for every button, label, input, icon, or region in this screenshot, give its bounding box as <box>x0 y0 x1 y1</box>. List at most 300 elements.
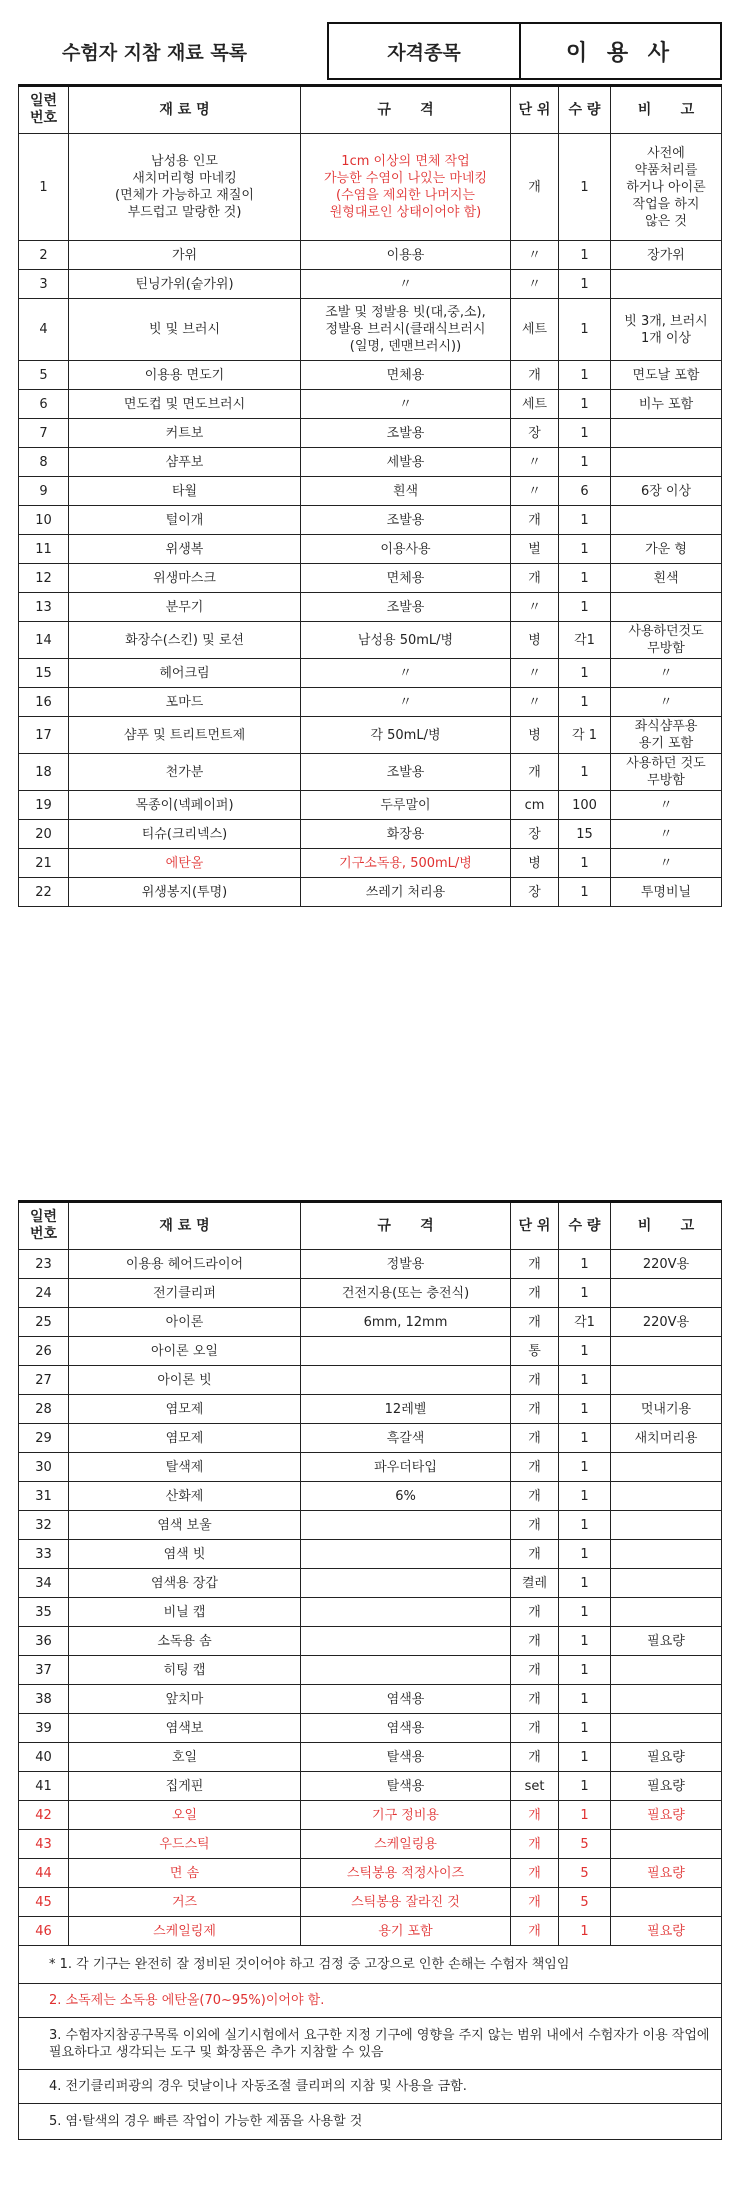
note-text: 4. 전기클리퍼광의 경우 덧날이나 자동조절 클리퍼의 지참 및 사용을 금함. <box>19 2070 722 2104</box>
cell-unit: 장 <box>511 878 559 907</box>
note-row <box>19 2104 722 2140</box>
cell-no: 24 <box>19 1279 69 1308</box>
cell-qty: 1 <box>559 270 611 299</box>
cell-no: 41 <box>19 1772 69 1801</box>
cell-no: 45 <box>19 1888 69 1917</box>
table-row <box>19 1337 722 1366</box>
cell-note <box>611 1656 722 1685</box>
table-row <box>19 1569 722 1598</box>
cell-name: 염색보 <box>69 1714 301 1743</box>
cell-no: 29 <box>19 1424 69 1453</box>
cell-qty: 1 <box>559 361 611 390</box>
table-row <box>19 593 722 622</box>
cell-no: 21 <box>19 849 69 878</box>
cell-no: 43 <box>19 1830 69 1859</box>
cell-note: 6장 이상 <box>611 477 722 506</box>
cell-qty: 1 <box>559 448 611 477</box>
cell-no: 39 <box>19 1714 69 1743</box>
cell-unit: 〃 <box>511 477 559 506</box>
cell-note: 〃 <box>611 659 722 688</box>
cell-note: 220V용 <box>611 1250 722 1279</box>
table-row <box>19 1627 722 1656</box>
materials-table-1 <box>18 84 722 907</box>
cell-no: 35 <box>19 1598 69 1627</box>
cell-name: 티슈(크리넥스) <box>69 820 301 849</box>
cell-name: 오일 <box>69 1801 301 1830</box>
cell-qty: 1 <box>559 506 611 535</box>
cell-unit: 개 <box>511 1308 559 1337</box>
cell-no: 34 <box>19 1569 69 1598</box>
cell-name: 이용용 헤어드라이어 <box>69 1250 301 1279</box>
table-row <box>19 390 722 419</box>
table-row <box>19 1801 722 1830</box>
table-row <box>19 1366 722 1395</box>
cell-qty: 1 <box>559 1395 611 1424</box>
cell-qty: 1 <box>559 299 611 361</box>
cell-name: 이용용 면도기 <box>69 361 301 390</box>
cell-name: 집게핀 <box>69 1772 301 1801</box>
cell-spec: 이용사용 <box>301 535 511 564</box>
cell-qty: 각1 <box>559 1308 611 1337</box>
cell-name: 빗 및 브러시 <box>69 299 301 361</box>
cell-spec: 6mm, 12mm <box>301 1308 511 1337</box>
cell-spec: 탈색용 <box>301 1743 511 1772</box>
cell-spec: 조발용 <box>301 593 511 622</box>
cell-unit: 개 <box>511 361 559 390</box>
cell-no: 17 <box>19 717 69 754</box>
cell-unit: 개 <box>511 754 559 791</box>
table-row <box>19 1395 722 1424</box>
cell-name: 전기클리퍼 <box>69 1279 301 1308</box>
cell-spec: 조발 및 정발용 빗(대,중,소), 정발용 브러시(클래식브러시 (일명, 덴맨브러시)) <box>301 299 511 361</box>
cell-unit: 통 <box>511 1337 559 1366</box>
cell-name: 염모제 <box>69 1395 301 1424</box>
cell-spec <box>301 1337 511 1366</box>
table-row <box>19 717 722 754</box>
cell-spec: 스케일링용 <box>301 1830 511 1859</box>
cell-spec <box>301 1540 511 1569</box>
cell-note <box>611 1279 722 1308</box>
cell-note <box>611 593 722 622</box>
cell-note: 필요량 <box>611 1627 722 1656</box>
cell-no: 31 <box>19 1482 69 1511</box>
cell-spec: 〃 <box>301 659 511 688</box>
cell-spec: 염색용 <box>301 1685 511 1714</box>
cell-qty: 1 <box>559 1801 611 1830</box>
cell-qty: 1 <box>559 1366 611 1395</box>
col-name: 재 료 명 <box>69 1202 301 1250</box>
cell-note <box>611 1685 722 1714</box>
cell-spec <box>301 1569 511 1598</box>
table-row <box>19 754 722 791</box>
cell-note <box>611 1830 722 1859</box>
cell-spec <box>301 1511 511 1540</box>
cell-spec: 각 50mL/병 <box>301 717 511 754</box>
cell-qty: 1 <box>559 1337 611 1366</box>
cell-qty: 1 <box>559 1714 611 1743</box>
cell-spec <box>301 1598 511 1627</box>
table-row <box>19 1308 722 1337</box>
cell-qty: 5 <box>559 1830 611 1859</box>
cell-qty: 1 <box>559 688 611 717</box>
cell-name: 아이론 오일 <box>69 1337 301 1366</box>
cell-spec: 흑갈색 <box>301 1424 511 1453</box>
cell-qty: 1 <box>559 593 611 622</box>
table-row <box>19 1830 722 1859</box>
table-row <box>19 419 722 448</box>
cell-spec <box>301 1656 511 1685</box>
table-row <box>19 448 722 477</box>
table-row <box>19 1772 722 1801</box>
cell-no: 10 <box>19 506 69 535</box>
cell-qty: 1 <box>559 659 611 688</box>
cell-unit: 개 <box>511 1482 559 1511</box>
cell-note: 사전에 약품처리를 하거나 아이론 작업을 하지 않은 것 <box>611 134 722 241</box>
cell-note <box>611 1569 722 1598</box>
cell-note: 투명비닐 <box>611 878 722 907</box>
col-unit: 단 위 <box>511 86 559 134</box>
cell-note: 필요량 <box>611 1743 722 1772</box>
cell-name: 염모제 <box>69 1424 301 1453</box>
table-row <box>19 791 722 820</box>
cell-note: 〃 <box>611 688 722 717</box>
cell-no: 40 <box>19 1743 69 1772</box>
note-row <box>19 2018 722 2070</box>
cell-name: 타월 <box>69 477 301 506</box>
cell-unit: 개 <box>511 134 559 241</box>
table-row <box>19 241 722 270</box>
cell-note <box>611 1511 722 1540</box>
cell-name: 거즈 <box>69 1888 301 1917</box>
cell-name: 비닐 캡 <box>69 1598 301 1627</box>
note-text: 5. 염·탈색의 경우 빠른 작업이 가능한 제품을 사용할 것 <box>19 2104 722 2140</box>
table-row <box>19 1917 722 1946</box>
cell-name: 샴푸보 <box>69 448 301 477</box>
cell-unit: 장 <box>511 419 559 448</box>
cell-no: 5 <box>19 361 69 390</box>
cell-note: 새치머리용 <box>611 1424 722 1453</box>
cell-unit: 개 <box>511 1627 559 1656</box>
col-qty: 수 량 <box>559 86 611 134</box>
cell-no: 26 <box>19 1337 69 1366</box>
cell-qty: 1 <box>559 1598 611 1627</box>
cell-note: 필요량 <box>611 1859 722 1888</box>
table-row <box>19 1511 722 1540</box>
col-note: 비 고 <box>611 1202 722 1250</box>
cell-unit: set <box>511 1772 559 1801</box>
cell-spec: 면체용 <box>301 361 511 390</box>
cell-name: 위생마스크 <box>69 564 301 593</box>
cell-no: 42 <box>19 1801 69 1830</box>
cell-unit: 개 <box>511 1250 559 1279</box>
table-row <box>19 688 722 717</box>
table-row <box>19 849 722 878</box>
cell-name: 커트보 <box>69 419 301 448</box>
cell-note: 흰색 <box>611 564 722 593</box>
note-row <box>19 2070 722 2104</box>
cell-spec: 세발용 <box>301 448 511 477</box>
cell-qty: 1 <box>559 1656 611 1685</box>
materials-table-2 <box>18 1200 722 2140</box>
document-title: 수험자 지참 재료 목록 <box>62 41 248 64</box>
cell-qty: 1 <box>559 1743 611 1772</box>
cell-qty: 15 <box>559 820 611 849</box>
cell-no: 25 <box>19 1308 69 1337</box>
cell-note: 필요량 <box>611 1917 722 1946</box>
cell-qty: 5 <box>559 1859 611 1888</box>
cell-note: 〃 <box>611 849 722 878</box>
cell-qty: 6 <box>559 477 611 506</box>
cell-spec: 흰색 <box>301 477 511 506</box>
cell-unit: 병 <box>511 717 559 754</box>
cell-unit: 개 <box>511 1743 559 1772</box>
cell-no: 27 <box>19 1366 69 1395</box>
table-row <box>19 1540 722 1569</box>
cell-no: 1 <box>19 134 69 241</box>
cell-qty: 각1 <box>559 622 611 659</box>
cell-unit: 개 <box>511 1917 559 1946</box>
cell-unit: 개 <box>511 1540 559 1569</box>
cell-spec <box>301 1627 511 1656</box>
note-row <box>19 1984 722 2018</box>
cell-unit: 켤레 <box>511 1569 559 1598</box>
cell-name: 털이개 <box>69 506 301 535</box>
cell-note <box>611 448 722 477</box>
cell-name: 히팅 캡 <box>69 1656 301 1685</box>
cell-unit: 개 <box>511 1859 559 1888</box>
cell-no: 36 <box>19 1627 69 1656</box>
table-row <box>19 477 722 506</box>
cell-note: 가운 형 <box>611 535 722 564</box>
cell-note <box>611 1337 722 1366</box>
cell-spec: 염색용 <box>301 1714 511 1743</box>
note-text: 3. 수험자지참공구목록 이외에 실기시험에서 요구한 지정 기구에 영향을 주지 않는 범위 내에서 수험자가 이용 작업에 필요하다고 생각되는 도구 및 화장품은 추가 지참할 수 있음 <box>19 2018 722 2070</box>
cell-no: 12 <box>19 564 69 593</box>
cell-note <box>611 1540 722 1569</box>
cell-qty: 1 <box>559 1685 611 1714</box>
cell-unit: 〃 <box>511 270 559 299</box>
cell-note <box>611 270 722 299</box>
cell-note: 〃 <box>611 820 722 849</box>
cell-spec: 6% <box>301 1482 511 1511</box>
cell-spec: 조발용 <box>301 506 511 535</box>
cell-note: 220V용 <box>611 1308 722 1337</box>
cell-no: 38 <box>19 1685 69 1714</box>
col-name: 재 료 명 <box>69 86 301 134</box>
cell-name: 헤어크림 <box>69 659 301 688</box>
cell-note: 필요량 <box>611 1801 722 1830</box>
table-row <box>19 1859 722 1888</box>
table-row <box>19 1250 722 1279</box>
cell-unit: 개 <box>511 1801 559 1830</box>
cell-spec: 화장용 <box>301 820 511 849</box>
cell-qty: 1 <box>559 564 611 593</box>
cell-unit: 개 <box>511 1424 559 1453</box>
cell-unit: 개 <box>511 1888 559 1917</box>
cell-qty: 각 1 <box>559 717 611 754</box>
cell-name: 면 솜 <box>69 1859 301 1888</box>
cell-spec: 스틱봉용 잘라진 것 <box>301 1888 511 1917</box>
cell-spec: 기구 정비용 <box>301 1801 511 1830</box>
table-row <box>19 564 722 593</box>
col-note: 비 고 <box>611 86 722 134</box>
cell-unit: 〃 <box>511 659 559 688</box>
cell-no: 18 <box>19 754 69 791</box>
table-header-row <box>19 86 722 134</box>
cell-qty: 1 <box>559 1627 611 1656</box>
cell-note: 비누 포함 <box>611 390 722 419</box>
cell-spec: 〃 <box>301 390 511 419</box>
cell-no: 11 <box>19 535 69 564</box>
cell-name: 남성용 인모 새치머리형 마네킹 (면체가 가능하고 재질이 부드럽고 말랑한 것) <box>69 134 301 241</box>
cell-spec: 조발용 <box>301 419 511 448</box>
table-header-row <box>19 1202 722 1250</box>
cell-unit: 벌 <box>511 535 559 564</box>
cell-no: 28 <box>19 1395 69 1424</box>
cell-spec: 남성용 50mL/병 <box>301 622 511 659</box>
cell-qty: 100 <box>559 791 611 820</box>
cell-no: 2 <box>19 241 69 270</box>
cell-spec: 용기 포함 <box>301 1917 511 1946</box>
cell-qty: 1 <box>559 535 611 564</box>
cell-qty: 1 <box>559 1540 611 1569</box>
table-row <box>19 299 722 361</box>
col-no: 일련 번호 <box>19 86 69 134</box>
cell-name: 면도컵 및 면도브러시 <box>69 390 301 419</box>
cell-spec: 〃 <box>301 688 511 717</box>
cell-qty: 1 <box>559 1511 611 1540</box>
cell-no: 32 <box>19 1511 69 1540</box>
cell-no: 3 <box>19 270 69 299</box>
cell-no: 20 <box>19 820 69 849</box>
cell-qty: 1 <box>559 241 611 270</box>
col-no: 일련 번호 <box>19 1202 69 1250</box>
cell-note <box>611 1366 722 1395</box>
table-row <box>19 820 722 849</box>
cell-spec: 조발용 <box>301 754 511 791</box>
note-text: 2. 소독제는 소독용 에탄올(70~95%)이어야 함. <box>19 1984 722 2018</box>
cell-name: 위생봉지(투명) <box>69 878 301 907</box>
cell-qty: 1 <box>559 134 611 241</box>
cell-qty: 5 <box>559 1888 611 1917</box>
cell-no: 22 <box>19 878 69 907</box>
table-row <box>19 270 722 299</box>
cell-no: 16 <box>19 688 69 717</box>
cell-name: 산화제 <box>69 1482 301 1511</box>
cell-unit: 개 <box>511 1830 559 1859</box>
table-row <box>19 1598 722 1627</box>
cell-name: 앞치마 <box>69 1685 301 1714</box>
cell-name: 염색 빗 <box>69 1540 301 1569</box>
cell-name: 화장수(스킨) 및 로션 <box>69 622 301 659</box>
cell-no: 7 <box>19 419 69 448</box>
table-row <box>19 1656 722 1685</box>
cell-unit: 개 <box>511 506 559 535</box>
cell-unit: 세트 <box>511 390 559 419</box>
cell-no: 6 <box>19 390 69 419</box>
cell-spec: 스틱봉용 적정사이즈 <box>301 1859 511 1888</box>
cell-unit: 개 <box>511 1511 559 1540</box>
cell-note: 좌식샴푸용 용기 포함 <box>611 717 722 754</box>
cell-no: 44 <box>19 1859 69 1888</box>
cell-note: 사용하던 것도 무방함 <box>611 754 722 791</box>
cell-spec: 쓰레기 처리용 <box>301 878 511 907</box>
table-row <box>19 506 722 535</box>
cell-unit: cm <box>511 791 559 820</box>
cell-note: 필요량 <box>611 1772 722 1801</box>
cell-note <box>611 1453 722 1482</box>
table-row <box>19 535 722 564</box>
cell-unit: 병 <box>511 622 559 659</box>
cell-no: 46 <box>19 1917 69 1946</box>
cell-unit: 개 <box>511 1714 559 1743</box>
cell-name: 위생복 <box>69 535 301 564</box>
cell-note: 〃 <box>611 791 722 820</box>
cell-name: 소독용 솜 <box>69 1627 301 1656</box>
cell-qty: 1 <box>559 849 611 878</box>
cell-spec: 1cm 이상의 면체 작업 가능한 수염이 나있는 마네킹 (수염을 제외한 나머지는 원형대로인 상태이어야 함) <box>301 134 511 241</box>
cell-name: 틴닝가위(숱가위) <box>69 270 301 299</box>
cell-unit: 개 <box>511 564 559 593</box>
cell-unit: 〃 <box>511 593 559 622</box>
cell-no: 14 <box>19 622 69 659</box>
cell-unit: 개 <box>511 1598 559 1627</box>
cell-spec: 건전지용(또는 충전식) <box>301 1279 511 1308</box>
cell-qty: 1 <box>559 1424 611 1453</box>
cell-note <box>611 419 722 448</box>
cell-qty: 1 <box>559 878 611 907</box>
cell-qty: 1 <box>559 1569 611 1598</box>
cell-no: 13 <box>19 593 69 622</box>
cell-qty: 1 <box>559 1250 611 1279</box>
cell-name: 샴푸 및 트리트먼트제 <box>69 717 301 754</box>
table-row <box>19 1424 722 1453</box>
cell-name: 목종이(넥페이퍼) <box>69 791 301 820</box>
cell-name: 아이론 <box>69 1308 301 1337</box>
cell-note: 면도날 포함 <box>611 361 722 390</box>
cell-spec: 면체용 <box>301 564 511 593</box>
cell-spec: 기구소독용, 500mL/병 <box>301 849 511 878</box>
cell-no: 23 <box>19 1250 69 1279</box>
cell-no: 8 <box>19 448 69 477</box>
table-row <box>19 1482 722 1511</box>
cell-no: 33 <box>19 1540 69 1569</box>
table-row <box>19 1453 722 1482</box>
cell-unit: 〃 <box>511 448 559 477</box>
cell-qty: 1 <box>559 390 611 419</box>
cell-name: 에탄올 <box>69 849 301 878</box>
cell-note <box>611 1482 722 1511</box>
cell-unit: 〃 <box>511 688 559 717</box>
table-row <box>19 134 722 241</box>
table-row <box>19 1714 722 1743</box>
cell-no: 9 <box>19 477 69 506</box>
col-spec: 규 격 <box>301 1202 511 1250</box>
cell-no: 19 <box>19 791 69 820</box>
cell-qty: 1 <box>559 419 611 448</box>
cell-spec <box>301 1366 511 1395</box>
table-row <box>19 878 722 907</box>
cell-no: 30 <box>19 1453 69 1482</box>
cell-name: 천가분 <box>69 754 301 791</box>
cell-name: 분무기 <box>69 593 301 622</box>
cell-name: 호일 <box>69 1743 301 1772</box>
cell-note <box>611 506 722 535</box>
cell-unit: 세트 <box>511 299 559 361</box>
table-row <box>19 659 722 688</box>
cell-unit: 병 <box>511 849 559 878</box>
cell-spec: 12레벨 <box>301 1395 511 1424</box>
